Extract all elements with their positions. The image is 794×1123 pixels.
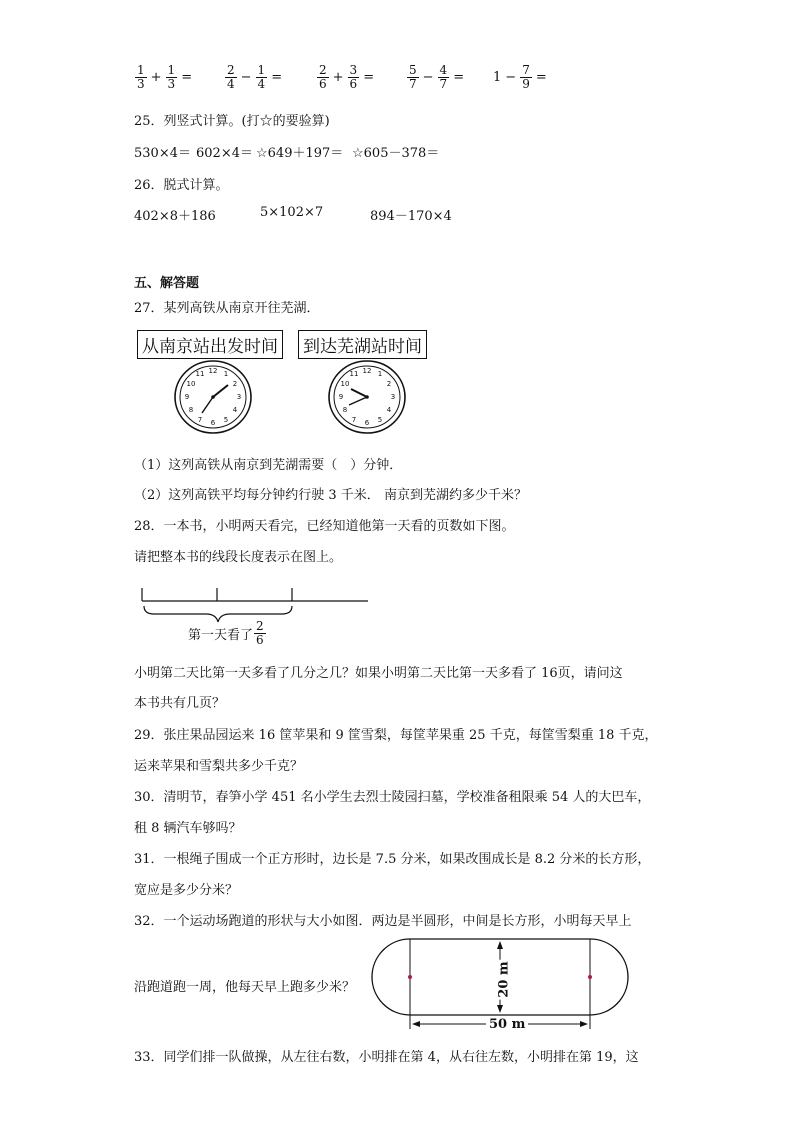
operator: − — [505, 70, 517, 85]
equals: = — [535, 70, 547, 85]
track-width-label: 20 m — [496, 961, 512, 998]
minute-hand — [349, 397, 367, 405]
fraction-expr-4 — [406, 64, 465, 91]
clock-number: 9 — [184, 393, 190, 401]
q28-line3: 小明第二天比第一天多看了几分之几？如果小明第二天比第一天多看了 16页，请问这 — [134, 666, 623, 681]
clock-number: 4 — [386, 406, 392, 414]
clock-number: 1 — [377, 370, 383, 378]
numerator: 1 — [137, 63, 145, 77]
denominator: 4 — [227, 77, 235, 91]
equals: = — [181, 70, 193, 85]
clock-number: 6 — [210, 419, 216, 427]
q25-item: ☆649＋197＝ — [256, 146, 344, 161]
brace-label-text: 第一天看了 — [188, 628, 254, 643]
clock-number: 7 — [351, 416, 357, 424]
q30-line1: 30．清明节，春笋小学 451 名小学生去烈士陵园扫墓，学校准备租限乘 54 人的大巴车， — [134, 790, 651, 805]
numerator: 7 — [522, 63, 530, 77]
denominator: 3 — [167, 77, 176, 91]
fraction-expr-5 — [492, 64, 548, 91]
q25-title: 25．列竖式计算。(打☆的要验算) — [134, 114, 330, 129]
q29-line1: 29．张庄果品园运来 16 筐苹果和 9 筐雪梨，每筐苹果重 25 千克，每筐雪梨重 18 千克， — [134, 728, 658, 743]
numerator: 4 — [439, 63, 448, 77]
clock-depart — [172, 358, 254, 436]
denominator: 6 — [319, 77, 327, 91]
brace-label — [188, 620, 267, 647]
q26-item: 894－170×4 — [370, 209, 452, 224]
clock-number: 12 — [208, 367, 218, 375]
label-depart-time: 从南京站出发时间 — [137, 330, 283, 359]
clock-number: 5 — [377, 416, 383, 424]
clock-number: 6 — [364, 419, 370, 427]
fraction-row — [134, 64, 554, 94]
operator: + — [150, 70, 162, 85]
q28-line1: 28．一本书，小明两天看完，已经知道他第一天看的页数如下图。 — [134, 519, 515, 534]
q33-line1: 33．同学们排一队做操，从左往右数，小明排在第 4，从右往左数，小明排在第 19，这 — [134, 1050, 639, 1065]
clock-number: 11 — [349, 370, 359, 378]
q28-line2: 请把整本书的线段长度表示在图上。 — [134, 550, 343, 565]
clock-number: 9 — [338, 393, 344, 401]
whole-number: 1 — [493, 70, 502, 85]
section-heading: 五、解答题 — [134, 276, 200, 291]
q27-sub1: （1）这列高铁从南京到芜湖需要（ ）分钟． — [134, 458, 403, 473]
numerator: 1 — [167, 63, 176, 77]
equals: = — [271, 70, 283, 85]
clock-arrive — [326, 358, 408, 436]
q32-line2: 沿跑道跑一周，他每天早上跑多少米？ — [134, 980, 356, 995]
clock-number: 7 — [197, 416, 203, 424]
q27-sub2: （2）这列高铁平均每分钟约行驶 3 千米． 南京到芜湖约多少千米？ — [134, 488, 527, 503]
q31-line2: 宽应是多少分米？ — [134, 883, 239, 898]
q26-title: 26．脱式计算。 — [134, 178, 229, 193]
clock-number: 8 — [342, 406, 348, 414]
q28-line4: 本书共有几页？ — [134, 696, 226, 711]
operator: − — [422, 70, 434, 85]
q31-line1: 31．一根绳子围成一个正方形时，边长是 7.5 分米，如果改围成长是 8.2 分米的长方形， — [134, 852, 651, 867]
denominator: 6 — [349, 77, 358, 91]
fraction-expr-1 — [134, 64, 193, 91]
denominator: 4 — [257, 77, 266, 91]
equals: = — [453, 70, 465, 85]
clock-number: 5 — [223, 416, 229, 424]
q25-item: 530×4＝ — [134, 146, 191, 161]
numerator: 5 — [409, 63, 417, 77]
denominator: 7 — [439, 77, 448, 91]
q25-item: 602×4＝ — [196, 146, 253, 161]
q26-item: 402×8＋186 — [134, 209, 216, 224]
minute-hand — [202, 397, 213, 413]
brace-fraction — [254, 620, 266, 647]
numerator: 2 — [227, 63, 235, 77]
q25-item: ☆605－378＝ — [352, 146, 440, 161]
q30-line2: 租 8 辆汽车够吗？ — [134, 821, 242, 836]
numerator: 3 — [349, 63, 358, 77]
operator: + — [332, 70, 344, 85]
denominator: 6 — [256, 633, 264, 647]
clock-number: 2 — [232, 380, 238, 388]
clock-number: 12 — [362, 367, 372, 375]
denominator: 7 — [409, 77, 417, 91]
fraction-expr-2 — [224, 64, 283, 91]
hour-hand — [351, 389, 367, 397]
label-arrive-time: 到达芜湖站时间 — [298, 330, 427, 359]
clock-number: 3 — [390, 393, 396, 401]
q26-item: 5×102×7 — [260, 205, 324, 220]
operator: − — [240, 70, 252, 85]
fraction-expr-3 — [316, 64, 375, 91]
clock-number: 10 — [340, 380, 350, 388]
clock-number: 8 — [188, 406, 194, 414]
clock-number: 10 — [186, 380, 196, 388]
clock-number: 4 — [232, 406, 238, 414]
numerator: 2 — [319, 63, 327, 77]
q32-line1: 32．一个运动场跑道的形状与大小如图．两边是半圆形，中间是长方形，小明每天早上 — [134, 914, 632, 929]
numerator: 1 — [257, 63, 266, 77]
track-length-label: 50 m — [486, 1017, 528, 1032]
clock-number: 2 — [386, 380, 392, 388]
denominator: 3 — [137, 77, 145, 91]
q27-title: 27．某列高铁从南京开往芜湖． — [134, 301, 320, 316]
equals: = — [363, 70, 375, 85]
clock-number: 3 — [236, 393, 242, 401]
clock-number: 1 — [223, 370, 229, 378]
numerator: 2 — [256, 619, 264, 633]
denominator: 9 — [522, 77, 530, 91]
hour-hand — [213, 385, 228, 397]
q29-line2: 运来苹果和雪梨共多少千克？ — [134, 759, 304, 774]
clock-number: 11 — [195, 370, 205, 378]
